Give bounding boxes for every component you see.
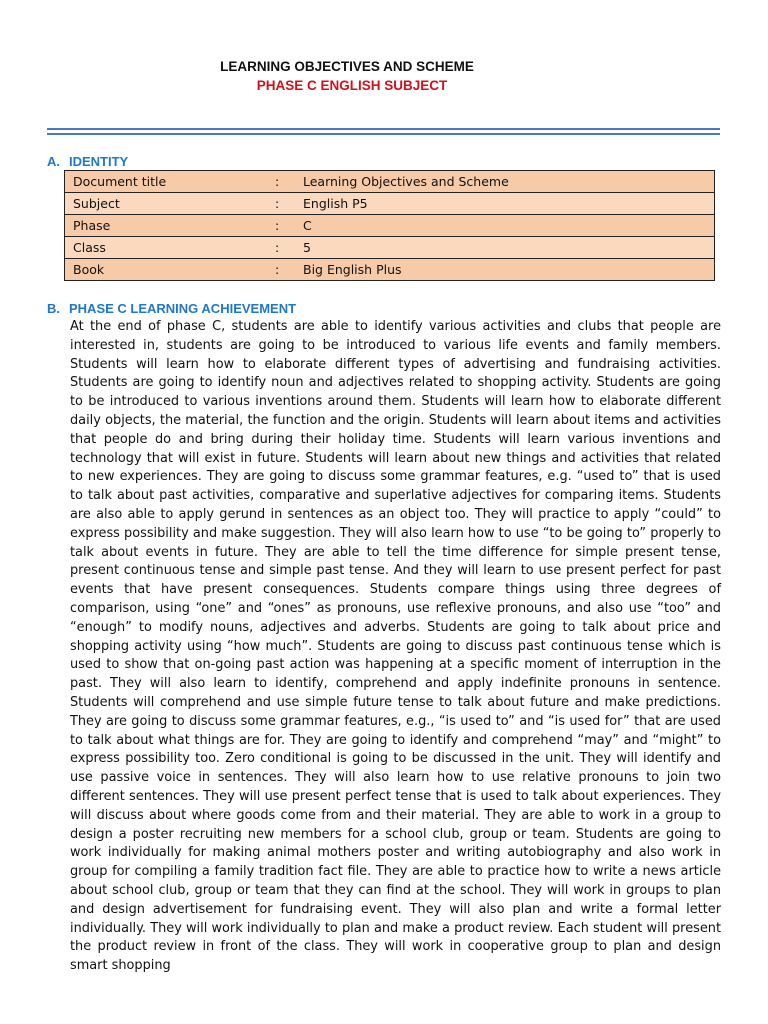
row-label: Phase xyxy=(65,215,276,237)
section-a-letter: A. xyxy=(47,154,60,169)
row-colon: : xyxy=(275,237,295,259)
table-row xyxy=(65,237,715,259)
row-colon: : xyxy=(275,193,295,215)
identity-table xyxy=(64,170,715,281)
row-label: Subject xyxy=(65,193,276,215)
table-row xyxy=(65,259,715,281)
section-b-letter: B. xyxy=(47,301,60,316)
header-divider-bottom xyxy=(47,133,720,135)
row-colon: : xyxy=(275,171,295,193)
document-title: LEARNING OBJECTIVES AND SCHEME xyxy=(220,59,474,74)
row-value: English P5 xyxy=(295,193,715,215)
row-value: Learning Objectives and Scheme xyxy=(295,171,715,193)
section-b-title: PHASE C LEARNING ACHIEVEMENT xyxy=(69,301,297,316)
row-label: Document title xyxy=(65,171,276,193)
row-value: Big English Plus xyxy=(295,259,715,281)
achievement-paragraph: At the end of phase C, students are able to identify various activities and clubs that people are interested in, students are going to be introduced to various life events and family members. Students will learn how to elaborate different types of advertising and fundraising activities. Students are going to identify noun and adjectives related to shopping activity. Students are going to be introduced to various inventions around them. Students will learn how to elaborate different daily objects, the material, the function and the origin. Students will learn about items and activities that people do and bring during their holiday time. Students will learn various inventions and technology that will exist in future. Students will learn about new things and activities that related to new experiences. They are going to discuss some grammar features, e.g. “used to” that is used to talk about past activities, comparative and superlative adjectives for comparing items. Students are also able to apply gerund in sentences as an object too. They will practice to apply “could” to express possibility and make suggestion. They will also learn how to use “to be going to” properly to talk about events in future. They are able to tell the time difference for simple present tense, present continuous tense and simple past tense. And they will learn to use present perfect for past events that have present consequences. Students compare things using three degrees of comparison, using “one” and “ones” as pronouns, use reflexive pronouns, and also use “too” and “enough” to modify nouns, adjectives and adverbs. Students are going to talk about price and shopping activity using “how much”. Students are going to discuss past continuous tense which is used to show that on-going past action was happening at a specific moment of interruption in the past. They will also learn to identify, comprehend and apply indefinite pronouns in sentence. Students will comprehend and use simple future tense to talk about future and make predictions. They are going to discuss some grammar features, e.g., “is used to” and “is used for” that are used to talk about what things are for. They are going to identify and comprehend “may” and “might” to express possibility too. Zero conditional is going to be discussed in the unit. They will identify and use passive voice in sentences. They will also learn how to use relative pronouns to join two different sentences. They will use present perfect tense that is used to talk about experiences. They will discuss about where goods come from and their material. They are able to work in a group to design a poster recruiting new members for a school club, group or team. Students are going to work individually for making animal mothers poster and writing autobiography and also work in group for compiling a family tradition fact file. They are able to practice how to write a news article about school club, group or team that they can find at the school. They will work in groups to plan and design advertisement for fundraising event. They will also plan and write a formal letter individually. They will work individually to plan and make a product review. Each student will present the product review in front of the class. They will work in cooperative group to plan and design smart shopping xyxy=(70,319,721,974)
table-row xyxy=(65,215,715,237)
row-value: C xyxy=(295,215,715,237)
row-label: Class xyxy=(65,237,276,259)
section-b-heading xyxy=(47,301,296,316)
row-colon: : xyxy=(275,215,295,237)
document-subtitle: PHASE C ENGLISH SUBJECT xyxy=(256,78,448,93)
row-label: Book xyxy=(65,259,276,281)
table-row xyxy=(65,193,715,215)
header-divider-top xyxy=(47,128,720,130)
table-row xyxy=(65,171,715,193)
section-a-heading xyxy=(47,154,128,169)
row-value: 5 xyxy=(295,237,715,259)
section-a-title: IDENTITY xyxy=(69,154,129,169)
row-colon: : xyxy=(275,259,295,281)
